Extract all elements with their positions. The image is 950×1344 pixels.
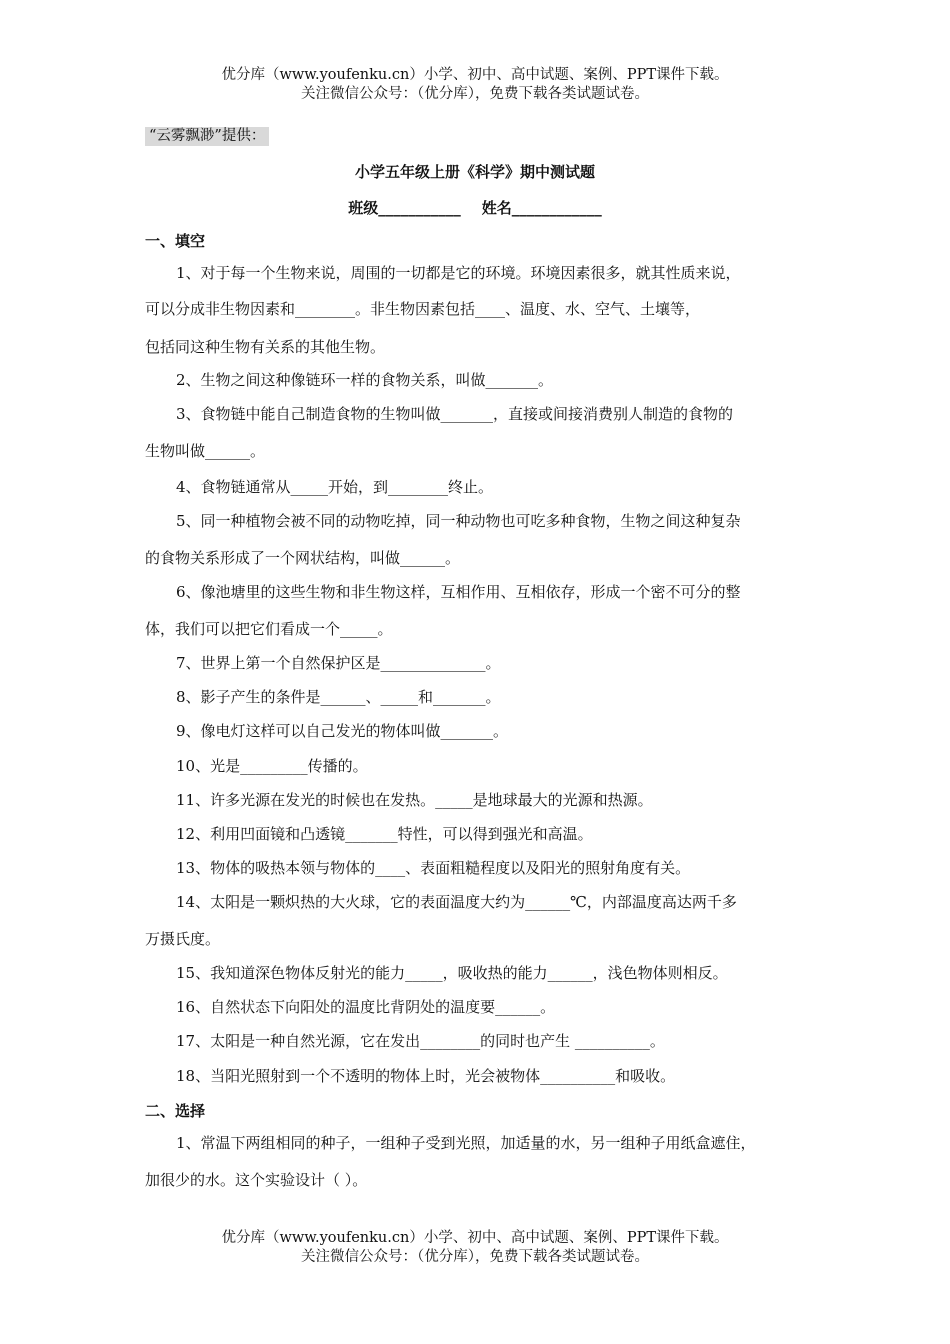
question-line: 2、生物之间这种像链环一样的食物关系，叫做_______。 — [176, 371, 554, 389]
question-line: 6、像池塘里的这些生物和非生物这样，互相作用、互相依存，形成一个密不可分的整 — [176, 583, 741, 601]
question-line: 体，我们可以把它们看成一个_____。 — [145, 620, 393, 638]
question-line: 15、我知道深色物体反射光的能力_____，吸收热的能力______，浅色物体则相反。 — [176, 964, 728, 982]
question-line: 包括同这种生物有关系的其他生物。 — [145, 338, 386, 356]
page-footer — [0, 1229, 950, 1267]
exam-title: 小学五年级上册《科学》期中测试题 — [354, 163, 595, 181]
question-line: 10、光是_________传播的。 — [176, 757, 368, 775]
question-line: 的食物关系形成了一个网状结构，叫做______。 — [145, 549, 461, 567]
question-line: 生物叫做______。 — [145, 442, 266, 460]
footer-line-2: 关注微信公众号：（优分库），免费下载各类试题试卷。 — [301, 1249, 649, 1265]
question-line: 11、许多光源在发光的时候也在发热。_____是地球最大的光源和热源。 — [176, 791, 653, 809]
question-line: 7、世界上第一个自然保护区是______________。 — [176, 654, 501, 672]
provider-credit: “云雾飘渺”提供： — [145, 127, 269, 146]
question-line: 12、利用凹面镜和凸透镜_______特性，可以得到强光和高温。 — [176, 825, 593, 843]
question-line: 可以分成非生物因素和________。非生物因素包括____、温度、水、空气、土壤等， — [145, 300, 701, 318]
header-line-1: 优分库（www.youfenku.cn）小学、初中、高中试题、案例、PPT课件下载。 — [221, 67, 729, 83]
page-header — [0, 66, 950, 104]
question-line: 万摄氏度。 — [145, 930, 221, 948]
name-label: 姓名____________ — [481, 199, 602, 217]
class-name-line — [0, 197, 950, 218]
question-line: 4、食物链通常从_____开始，到________终止。 — [176, 478, 494, 496]
question-line: 16、自然状态下向阳处的温度比背阴处的温度要______。 — [176, 998, 556, 1016]
question-line: 18、当阳光照射到一个不透明的物体上时，光会被物体__________和吸收。 — [176, 1067, 676, 1085]
question-line: 17、太阳是一种自然光源，它在发出________的同时也产生 __________。 — [176, 1032, 665, 1050]
class-label: 班级___________ — [348, 199, 461, 217]
footer-line-1: 优分库（www.youfenku.cn）小学、初中、高中试题、案例、PPT课件下载。 — [221, 1230, 729, 1246]
header-line-2: 关注微信公众号：（优分库），免费下载各类试题试卷。 — [301, 86, 649, 102]
question-line: 5、同一种植物会被不同的动物吃掉，同一种动物也可吃多种食物，生物之间这种复杂 — [176, 512, 741, 530]
question-line: 加很少的水。这个实验设计（ ）。 — [145, 1171, 368, 1189]
question-line: 1、常温下两组相同的种子，一组种子受到光照，加适量的水，另一组种子用纸盒遮住， — [176, 1134, 756, 1152]
question-line: 1、对于每一个生物来说，周围的一切都是它的环境。环境因素很多，就其性质来说， — [176, 264, 741, 282]
question-line: 14、太阳是一颗炽热的大火球，它的表面温度大约为______℃，内部温度高达两千多 — [176, 893, 737, 911]
question-line: 13、物体的吸热本领与物体的____、表面粗糙程度以及阳光的照射角度有关。 — [176, 859, 691, 877]
section-heading-fill: 一、填空 — [145, 232, 206, 250]
question-line: 3、食物链中能自己制造食物的生物叫做_______，直接或间接消费别人制造的食物的 — [176, 405, 734, 423]
section-heading-choice: 二、选择 — [145, 1102, 206, 1120]
question-line: 8、影子产生的条件是______、_____和_______。 — [176, 688, 501, 706]
question-line: 9、像电灯这样可以自己发光的物体叫做_______。 — [176, 722, 509, 740]
